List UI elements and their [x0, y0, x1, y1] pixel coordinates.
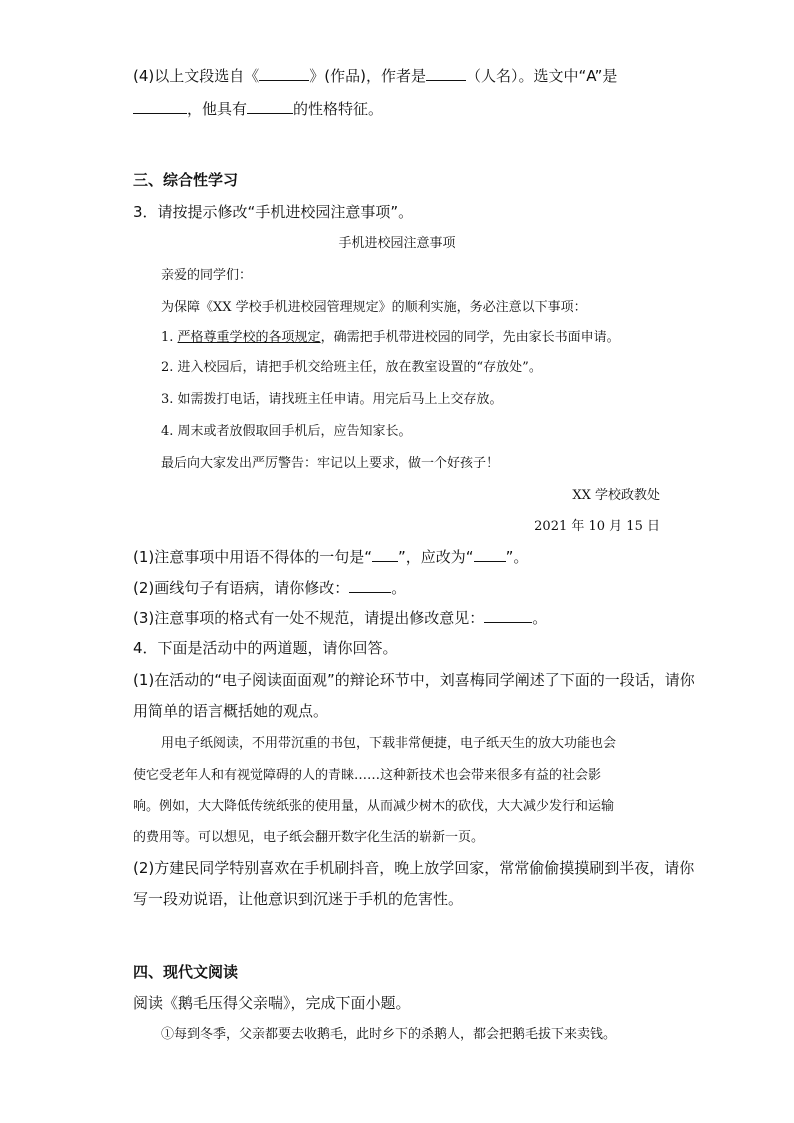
q4-text-e: 的性格特征。 — [293, 100, 384, 118]
q4-1-line2: 用简单的语言概括她的观点。 — [133, 702, 329, 720]
notice-item-1-num: 1. — [161, 330, 178, 345]
q4-text-c: （人名）。选文中“A”是 — [465, 67, 618, 85]
blank-work — [259, 66, 309, 81]
blank-a-identity — [133, 99, 187, 114]
notice-closing: 最后向大家发出严厉警告：牢记以上要求，做一个好孩子！ — [161, 456, 500, 471]
q3-sub2-a: (2)画线句子有语病，请你修改： — [133, 579, 350, 597]
q4-intro: 4．下面是活动中的两道题，请你回答。 — [133, 639, 398, 657]
q4-text-a: (4)以上文段选自《 — [133, 67, 260, 85]
q4-text-b: 》(作品)，作者是 — [309, 67, 426, 85]
notice-item-4: 4. 周末或者放假取回手机后，应告知家长。 — [161, 424, 412, 439]
section4-heading: 四、现代文阅读 — [133, 963, 239, 981]
q3-sub1 — [133, 547, 528, 567]
q4-text-d: ，他具有 — [187, 100, 248, 118]
q3-sub3-a: (3)注意事项的格式有一处不规范，请提出修改意见： — [133, 609, 485, 627]
notice-signature: XX 学校政教处 — [572, 488, 660, 503]
blank-format-fix — [484, 608, 532, 623]
q3-sub1-a: (1)注意事项中用语不得体的一句是“ — [133, 548, 373, 566]
notice-title: 手机进校园注意事项 — [338, 236, 456, 251]
passage-line-1: 用电子纸阅读，不用带沉重的书包，下载非常便捷，电子纸天生的放大功能也会 — [161, 736, 617, 751]
section4-para-1: ①每到冬季，父亲都要去收鹅毛，此时乡下的杀鹅人，都会把鹅毛拔下来卖钱。 — [161, 1027, 617, 1042]
q4-1-line1: (1)在活动的“电子阅读面面观”的辩论环节中，刘喜梅同学阐述了下面的一段话，请你 — [133, 671, 695, 689]
notice-date: 2021 年 10 月 15 日 — [534, 519, 660, 534]
notice-item-1-rest: ，确需把手机带进校园的同学，先由家长书面申请。 — [320, 330, 620, 345]
q4-2-line1: (2)方建民同学特别喜欢在手机刷抖音，晚上放学回家，常常偷偷摸摸刷到半夜，请你 — [133, 859, 695, 877]
notice-intro: 为保障《XX 学校手机进校园管理规定》的顺利实施，务必注意以下事项： — [161, 300, 587, 315]
underlined-sentence: 严格尊重学校的各项规定 — [177, 330, 321, 345]
notice-item-1 — [161, 328, 620, 348]
notice-item-3: 3. 如需拨打电话，请找班主任申请。用完后马上上交存放。 — [161, 392, 503, 407]
q4-2-line2: 写一段劝说语，让他意识到沉迷于手机的危害性。 — [133, 890, 464, 908]
passage-line-2: 使它受老年人和有视觉障碍的人的青睐……这种新技术也会带来很多有益的社会影 — [133, 768, 602, 783]
passage-line-3: 响。例如，大大降低传统纸张的使用量，从而减少树木的砍伐，大大减少发行和运输 — [133, 799, 615, 814]
blank-character — [247, 99, 293, 114]
q4-line1 — [133, 66, 617, 86]
q3-sub2 — [133, 578, 406, 598]
blank-grammar-fix — [349, 578, 391, 593]
passage-line-4: 的费用等。可以想见，电子纸会翻开数字化生活的崭新一页。 — [133, 830, 485, 845]
q3-intro: 3．请按提示修改“手机进校园注意事项”。 — [133, 203, 414, 221]
q4-line2 — [133, 99, 383, 119]
section4-intro: 阅读《鹅毛压得父亲喘》，完成下面小题。 — [133, 994, 411, 1012]
blank-author — [426, 66, 466, 81]
notice-greeting: 亲爱的同学们： — [161, 268, 253, 283]
q3-sub1-c: ”。 — [505, 548, 529, 566]
q3-sub2-b: 。 — [391, 579, 407, 597]
blank-improper-sentence — [372, 547, 398, 562]
q3-sub1-b: ”，应改为“ — [398, 548, 474, 566]
notice-item-2: 2. 进入校园后，请把手机交给班主任，放在教室设置的“存放处”。 — [161, 360, 542, 375]
q3-sub3-b: 。 — [532, 609, 548, 627]
q3-sub3 — [133, 608, 547, 628]
blank-correction — [474, 547, 506, 562]
section3-heading: 三、综合性学习 — [133, 171, 239, 189]
